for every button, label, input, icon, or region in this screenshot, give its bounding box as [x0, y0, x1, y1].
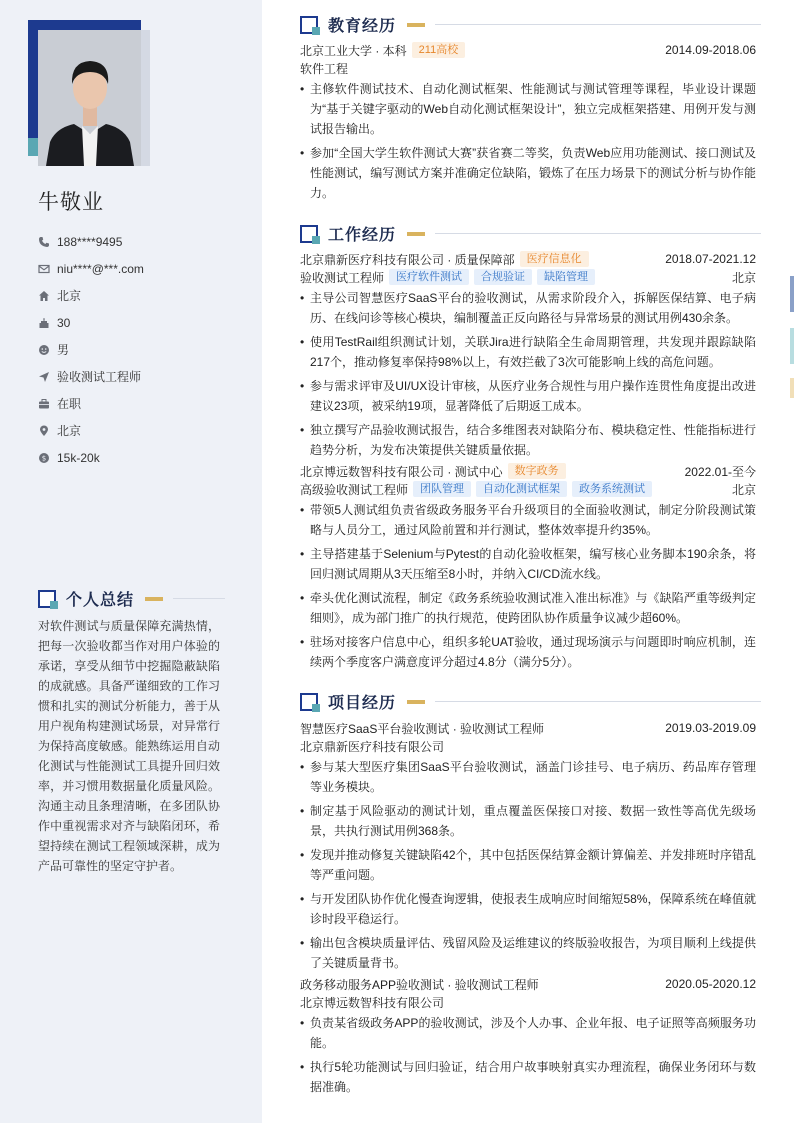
section-divider — [173, 598, 225, 599]
work-skill-tag: 合规验证 — [474, 269, 532, 285]
work-entry-2 — [300, 462, 756, 676]
section-gold-bar — [145, 597, 163, 601]
personal-info-list — [38, 228, 144, 471]
section-gold-bar — [407, 23, 425, 27]
info-residence-text: 北京 — [57, 289, 82, 303]
info-residence — [38, 282, 144, 309]
project-bullet: • 参与某大型医疗集团SaaS平台验收测试，涵盖门诊挂号、电子病历、药品库存管理等业务模块。 — [300, 757, 756, 797]
money-icon — [38, 452, 50, 464]
info-gender-text: 男 — [57, 343, 70, 357]
education-section-header — [300, 13, 761, 36]
education-major-row — [300, 59, 756, 77]
section-divider — [435, 24, 761, 25]
education-bullet: • 主修软件测试技术、自动化测试框架、性能测试与测试管理等课程，毕业设计课题为“基于关键字驱动的Web自动化测试框架设计”，独立完成框架搭建、用例开发与测试报告输出。 — [300, 79, 756, 139]
work-city: 北京 — [731, 482, 756, 497]
mail-icon — [38, 263, 50, 275]
project-bullet: • 执行5轮功能测试与回归验证，结合用户故事映射真实办理流程，确保业务闭环与数据准确。 — [300, 1057, 756, 1097]
work-bullet: • 独立撰写产品验收测试报告，结合多维图表对缺陷分布、模块稳定性、性能指标进行趋势分析，为发布决策提供关键质量依据。 — [300, 420, 756, 460]
projects-section-header — [300, 690, 761, 713]
work-bullet: • 使用TestRail组织测试计划，关联Jira进行缺陷全生命周期管理，共发现并跟踪缺陷217个，推动修复率保持98%以上，有效拦截了3次可能影响上线的高危问题。 — [300, 332, 756, 372]
education-period: 2014.09-2018.06 — [665, 43, 756, 57]
education-major: 软件工程 — [300, 61, 349, 76]
edge-decoration-gold — [790, 378, 794, 398]
candidate-name: 牛敬业 — [38, 191, 104, 214]
work-skill-tag: 医疗软件测试 — [389, 269, 469, 285]
work-skill-tag: 自动化测试框架 — [476, 481, 567, 497]
info-status-text: 在职 — [57, 397, 82, 411]
section-square-icon — [300, 693, 318, 711]
work-company-tag: 医疗信息化 — [520, 251, 589, 267]
work-company-row — [300, 462, 756, 480]
sidebar — [0, 0, 262, 1123]
info-gender — [38, 336, 144, 363]
projects-title: 项目经历 — [328, 695, 397, 712]
info-age-text: 30 — [57, 315, 71, 330]
phone-icon — [38, 236, 50, 248]
section-square-icon — [300, 16, 318, 34]
cake-icon — [38, 317, 50, 329]
section-divider — [435, 233, 761, 234]
work-period: 2022.01-至今 — [684, 464, 756, 479]
project-period: 2020.05-2020.12 — [665, 977, 756, 991]
work-skill-tag: 政务系统测试 — [572, 481, 652, 497]
project-bullet: • 制定基于风险驱动的测试计划，重点覆盖医保接口对接、数据一致性等高优先级场景，共执行测试用例368条。 — [300, 801, 756, 841]
location-icon — [38, 425, 50, 437]
avatar-portrait-icon — [38, 30, 141, 166]
info-salary — [38, 444, 144, 471]
summary-text: 对软件测试与质量保障充满热情，把每一次验收都当作对用户体验的承诺，享受从细节中挖掘隐蔽缺陷的成就感。具备严谨细致的工作习惯和扎实的测试分析能力，善于从用户视角构建测试场景，对异常行为保持高度敏感。能熟练运用自动化测试与性能测试工具提升回归效率，并习惯用数据量化质量风险。沟通主动且条理清晰，在多团队协作中重视需求对齐与缺陷闭环，希望持续在测试工程领域深耕，成为产品可靠性的坚定守护者。 — [38, 619, 220, 873]
briefcase-icon — [38, 398, 50, 410]
project-name: 政务移动服务APP验收测试 · 验收测试工程师 — [300, 977, 539, 992]
info-age — [38, 309, 144, 336]
work-bullet: • 参与需求评审及UI/UX设计审核，从医疗业务合规性与用户操作连贯性角度提出改进建议23项，被采纳19项，显著降低了后期返工成本。 — [300, 376, 756, 416]
work-role-row — [300, 480, 756, 498]
work-skill-tag: 团队管理 — [413, 481, 471, 497]
summary-title: 个人总结 — [66, 592, 135, 609]
project-company: 北京鼎新医疗科技有限公司 — [300, 739, 445, 754]
info-phone — [38, 228, 144, 255]
summary-section-header — [38, 587, 225, 610]
info-target-city-text: 北京 — [57, 424, 82, 438]
work-role: 高级验收测试工程师 — [300, 482, 409, 497]
info-phone-text: 188****9495 — [57, 234, 123, 249]
project-period: 2019.03-2019.09 — [665, 721, 756, 735]
education-tag: 211高校 — [412, 42, 466, 58]
project-company-row — [300, 737, 756, 755]
project-company-row — [300, 993, 756, 1011]
project-bullet: • 发现并推动修复关键缺陷42个，其中包括医保结算金额计算偏差、并发排班时序错乱等严重问题。 — [300, 845, 756, 885]
work-entry-1 — [300, 250, 756, 464]
project-entry-2 — [300, 975, 756, 1101]
work-bullet: • 主导公司智慧医疗SaaS平台的验收测试，从需求阶段介入，拆解医保结算、电子病历、在线问诊等核心模块，编制覆盖正反向路径与异常场景的测试用例430余条。 — [300, 288, 756, 328]
work-company-row — [300, 250, 756, 268]
education-school: 北京工业大学 · 本科 — [300, 43, 407, 58]
section-divider — [435, 701, 761, 702]
work-title: 工作经历 — [328, 227, 397, 244]
section-gold-bar — [407, 700, 425, 704]
project-name-row — [300, 719, 756, 737]
work-role: 验收测试工程师 — [300, 270, 385, 285]
avatar — [38, 30, 141, 166]
work-bullet: • 主导搭建基于Selenium与Pytest的自动化验收框架，编写核心业务脚本190余条，将回归测试周期从3天压缩至8小时，并纳入CI/CD流水线。 — [300, 544, 756, 584]
work-company: 北京博远数智科技有限公司 · 测试中心 — [300, 464, 503, 479]
info-target-job — [38, 363, 144, 390]
face-icon — [38, 344, 50, 356]
education-title: 教育经历 — [328, 18, 397, 35]
info-email — [38, 255, 144, 282]
work-bullet: • 牵头优化测试流程，制定《政务系统验收测试准入准出标准》与《缺陷严重等级判定细则》，成为部门推广的执行规范，使跨团队协作质量争议减少超60%。 — [300, 588, 756, 628]
work-bullet: • 驻场对接客户信息中心，组织多轮UAT验收，通过现场演示与问题即时响应机制，连续两个季度客户满意度评分超过4.8分（满分5分）。 — [300, 632, 756, 672]
send-icon — [38, 371, 50, 383]
work-section-header — [300, 222, 761, 245]
education-row — [300, 41, 756, 59]
work-skill-tag: 缺陷管理 — [537, 269, 595, 285]
project-bullet: • 负责某省级政务APP的验收测试，涉及个人办事、企业年报、电子证照等高频服务功能。 — [300, 1013, 756, 1053]
project-company: 北京博远数智科技有限公司 — [300, 995, 445, 1010]
work-city: 北京 — [731, 270, 756, 285]
project-name-row — [300, 975, 756, 993]
info-status — [38, 390, 144, 417]
section-gold-bar — [407, 232, 425, 236]
edge-decoration-blue — [790, 276, 794, 312]
info-email-text: niu****@***.com — [57, 261, 144, 276]
work-bullet: • 带领5人测试组负责省级政务服务平台升级项目的全面验收测试，制定分阶段测试策略与人员分工，通过风险前置和并行测试，整体效率提升约35%。 — [300, 500, 756, 540]
edge-decoration-teal — [790, 328, 794, 364]
photo-block — [28, 20, 152, 166]
work-company: 北京鼎新医疗科技有限公司 · 质量保障部 — [300, 252, 515, 267]
work-role-row — [300, 268, 756, 286]
section-square-icon — [300, 225, 318, 243]
info-salary-text: 15k-20k — [57, 450, 100, 465]
project-bullet: • 输出包含模块质量评估、残留风险及运维建议的终版验收报告，为项目顺利上线提供了关键质量背书。 — [300, 933, 756, 973]
education-entry — [300, 41, 756, 207]
info-target-job-text: 验收测试工程师 — [57, 370, 142, 384]
home-icon — [38, 290, 50, 302]
info-target-city — [38, 417, 144, 444]
project-bullet: • 与开发团队协作优化慢查询逻辑，使报表生成响应时间缩短58%，保障系统在峰值就诊时段平稳运行。 — [300, 889, 756, 929]
work-period: 2018.07-2021.12 — [665, 252, 756, 266]
work-company-tag: 数字政务 — [508, 463, 566, 479]
project-name: 智慧医疗SaaS平台验收测试 · 验收测试工程师 — [300, 721, 545, 736]
section-square-icon — [38, 590, 56, 608]
svg-text:$: $ — [41, 454, 47, 463]
project-entry-1 — [300, 719, 756, 977]
education-bullet: • 参加“全国大学生软件测试大赛”获省赛二等奖，负责Web应用功能测试、接口测试及性能测试，编写测试方案并准确定位缺陷，锻炼了在压力场景下的测试分析与协作能力。 — [300, 143, 756, 203]
